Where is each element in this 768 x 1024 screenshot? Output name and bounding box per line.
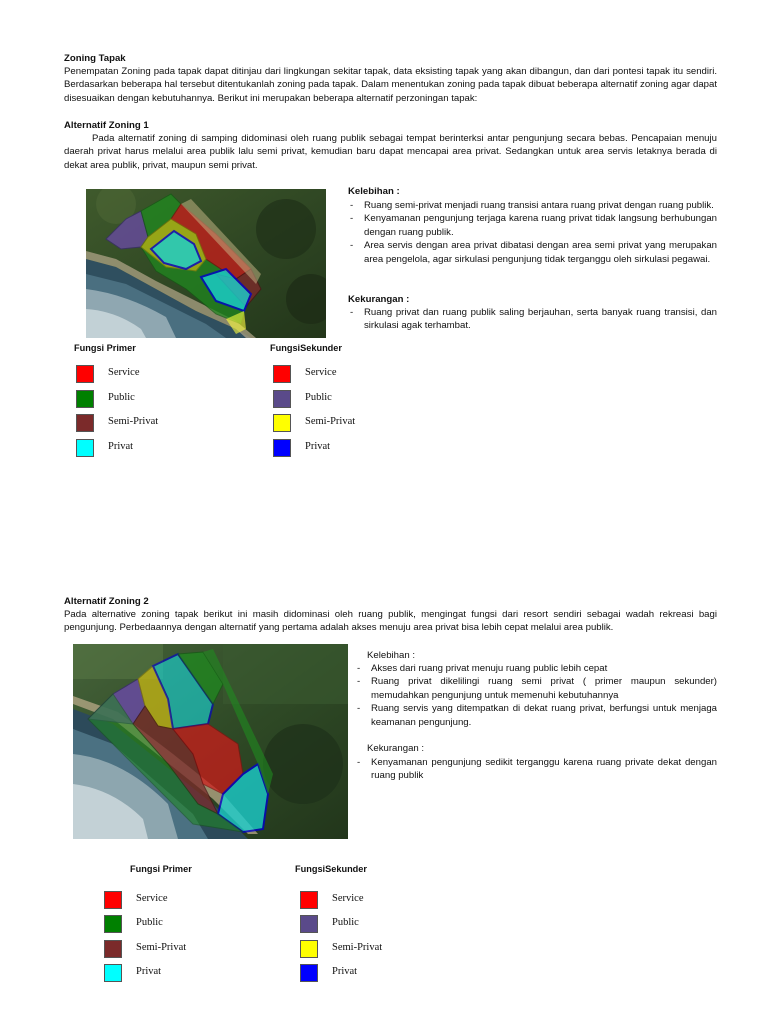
swatch-service xyxy=(76,365,94,383)
legend-label: Semi-Privat xyxy=(108,416,159,427)
list-item: - Area servis dengan area privat dibatasi dengan area semi privat yang merupakan area pengelola, agar sirkulasi pengunjung tidak terganggu oleh sirkulasi pegawai. xyxy=(348,239,717,266)
legend-label: Semi-Privat xyxy=(332,942,383,953)
legend-label: Privat xyxy=(136,966,162,977)
swatch-semi-privat xyxy=(104,940,122,958)
legend-primer-title: Fungsi Primer xyxy=(74,343,136,353)
legend-label: Public xyxy=(136,917,163,928)
site-zoning-map-1 xyxy=(86,189,326,338)
list-item: - Ruang semi-privat menjadi ruang transisi antara ruang privat dengan ruang publik. xyxy=(348,199,717,212)
intro-paragraph: Penempatan Zoning pada tapak dapat ditinjau dari lingkungan sekitar tapak, data eksisting tapak yang akan dibangun, dan dari pontesi tapak itu sendiri. Berdasarkan beberapa hal tersebut ditentukanlah zoning pada tapak. Dalam menentukan zoning pada tapak dibuat beberapa alternatif zoning agar dapat disesuaikan dengan kebutuhannya. Berikut ini merupakan beberapa alternatif perzoningan tapak: xyxy=(64,66,717,104)
swatch-privat xyxy=(273,439,291,457)
legend-label: Semi-Privat xyxy=(136,942,187,953)
legend-label: Service xyxy=(332,893,364,904)
legend-label: Privat xyxy=(305,441,331,452)
swatch-public xyxy=(300,915,318,933)
legend-label: Privat xyxy=(332,966,358,977)
alt1-heading: Alternatif Zoning 1 xyxy=(64,120,149,131)
list-item: - Ruang privat dikelilingi ruang semi privat ( primer maupun sekunder) memudahkan pengunjung untuk memenuhi kebutuhannya xyxy=(355,675,717,702)
alt1-kekurangan-list xyxy=(348,306,717,333)
swatch-semi-privat xyxy=(300,940,318,958)
alt1-kekurangan-title: Kekurangan : xyxy=(348,294,410,305)
alt2-kekurangan-title: Kekurangan : xyxy=(367,743,425,754)
swatch-privat xyxy=(300,964,318,982)
alt2-kelebihan-title: Kelebihan : xyxy=(367,650,416,661)
site-zoning-map-2 xyxy=(73,644,348,839)
legend-label: Privat xyxy=(108,441,134,452)
legend-sekunder-title: FungsiSekunder xyxy=(295,864,367,874)
swatch-privat xyxy=(76,439,94,457)
swatch-public xyxy=(76,390,94,408)
list-item: - Ruang servis yang ditempatkan di dekat ruang privat, berfungsi untuk menjaga keamanan pengunjung. xyxy=(355,702,717,729)
list-item: - Kenyamanan pengunjung sedikit terganggu karena ruang private dekat dengan ruang publik xyxy=(355,756,717,783)
alt2-kelebihan-list xyxy=(355,662,717,729)
swatch-privat xyxy=(104,964,122,982)
list-item: - Kenyamanan pengunjung terjaga karena ruang privat tidak langsung berhubungan dengan ruang publik. xyxy=(348,212,717,239)
legend-primer-title: Fungsi Primer xyxy=(130,864,192,874)
alt1-kelebihan-list xyxy=(348,199,717,266)
legend-label: Semi-Privat xyxy=(305,416,356,427)
legend-sekunder-title: FungsiSekunder xyxy=(270,343,342,353)
section-heading: Zoning Tapak xyxy=(64,53,126,64)
alt2-kekurangan-list xyxy=(355,756,717,783)
legend-label: Service xyxy=(305,367,337,378)
list-item: - Akses dari ruang privat menuju ruang public lebih cepat xyxy=(355,662,717,675)
alt1-paragraph: Pada alternatif zoning di samping didominasi oleh ruang publik sebagai tempat berinterksi antar pengunjung secara bebas. Pencapaian menuju daerah privat harus melalui area publik lalu semi privat, kemudian baru dapat mencapai area privat. Sedangkan untuk area servis letaknya berada di dekat area publik, privat, maupun semi privat. xyxy=(64,133,717,171)
legend-label: Public xyxy=(332,917,359,928)
legend-label: Public xyxy=(305,392,332,403)
swatch-service xyxy=(273,365,291,383)
legend-label: Public xyxy=(108,392,135,403)
swatch-public xyxy=(104,915,122,933)
swatch-service xyxy=(300,891,318,909)
swatch-service xyxy=(104,891,122,909)
alt2-paragraph: Pada alternative zoning tapak berikut ini masih didominasi oleh ruang publik, mengingat fungsi dari resort sendiri sebagai wadah rekreasi bagi pengunjung. Perbedaannya dengan alternatif yang pertama adalah akses menuju area privat bisa lebih cepat melalui area publik. xyxy=(64,609,717,634)
alt2-heading: Alternatif Zoning 2 xyxy=(64,596,149,607)
swatch-public xyxy=(273,390,291,408)
alt1-kelebihan-title: Kelebihan : xyxy=(348,186,400,197)
list-item: - Ruang privat dan ruang publik saling berjauhan, serta banyak ruang transisi, dan sirkulasi agak terhambat. xyxy=(348,306,717,333)
swatch-semi-privat xyxy=(273,414,291,432)
legend-label: Service xyxy=(108,367,140,378)
legend-label: Service xyxy=(136,893,168,904)
swatch-semi-privat xyxy=(76,414,94,432)
